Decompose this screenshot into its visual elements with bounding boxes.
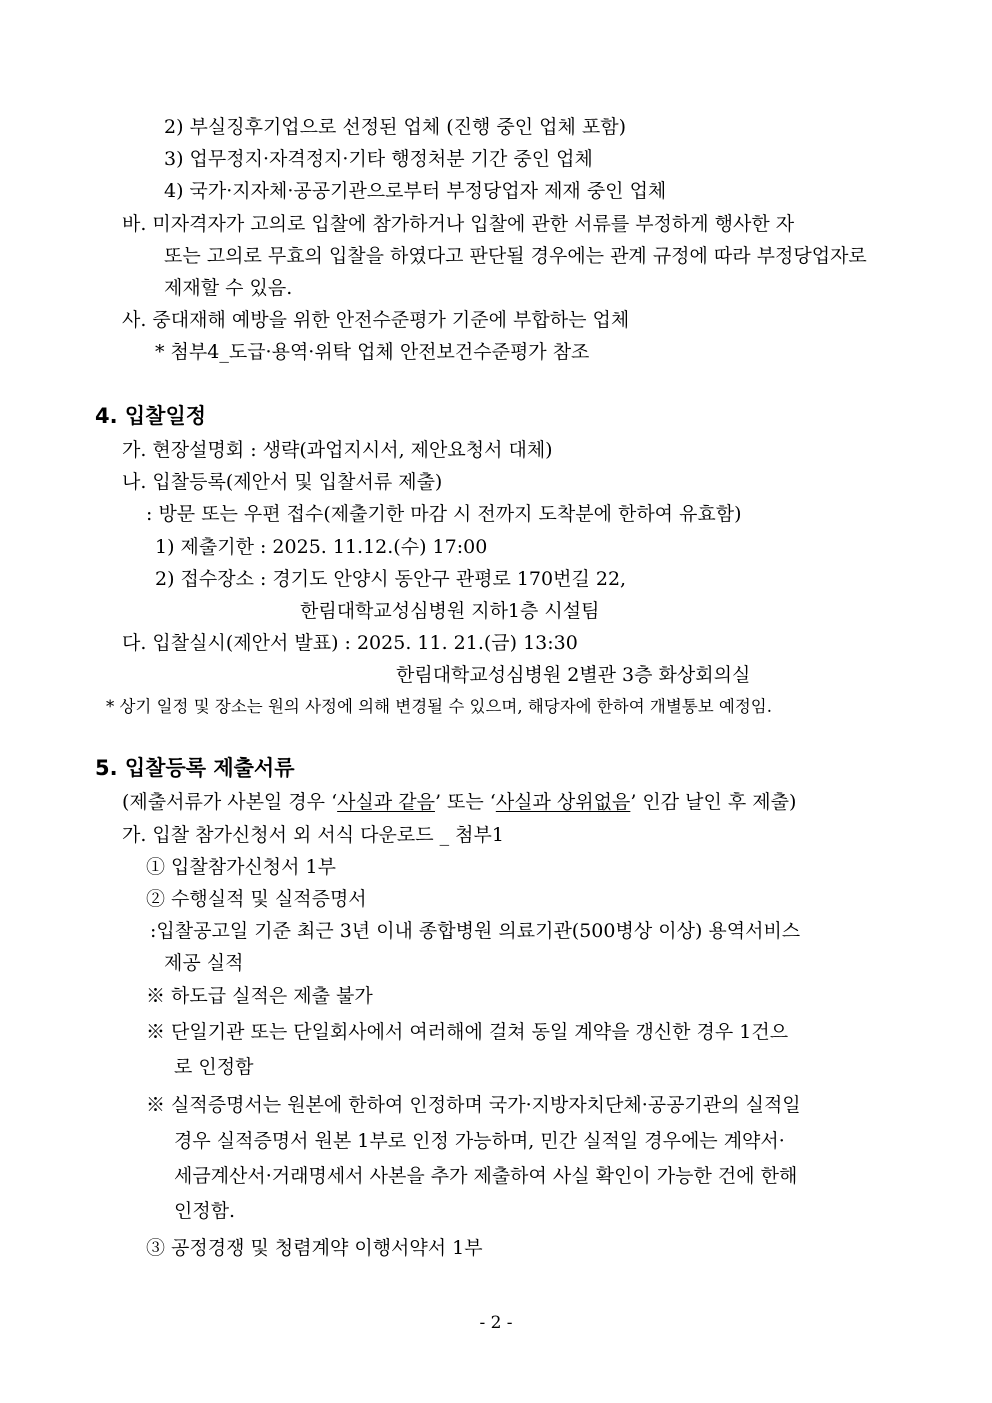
submission-note-2-line-2: 로 인정함: [174, 1056, 254, 1078]
submission-item-2-desc-line-1: :입찰공고일 기준 최근 3년 이내 종합병원 의료기관(500병상 이상) 용역서비스: [150, 920, 801, 942]
submission-note-1: ※ 하도급 실적은 제출 불가: [146, 985, 373, 1007]
submission-note-3-line-2: 경우 실적증명서 원본 1부로 인정 가능하며, 민간 실적일 경우에는 계약서·: [174, 1130, 785, 1152]
underline-sasilgwa-sangwieopseum: 사실과 상위없음: [495, 791, 631, 813]
submission-note-3-line-3: 세금계산서·거래명세서 사본을 추가 제출하여 사실 확인이 가능한 건에 한해: [174, 1165, 798, 1187]
schedule-change-notice: * 상기 일정 및 장소는 원의 사정에 의해 변경될 수 있으며, 해당자에 한하여 개별통보 예정임.: [106, 697, 772, 716]
schedule-deadline: 1) 제출기한 : 2025. 11.12.(수) 17:00: [155, 536, 488, 558]
submission-note-3-line-4: 인정함.: [174, 1200, 236, 1222]
submission-note-3-line-1: ※ 실적증명서는 원본에 한하여 인정하며 국가·지방자치단체·공공기관의 실적일: [146, 1094, 801, 1116]
schedule-place-line-1: 2) 접수장소 : 경기도 안양시 동안구 관평로 170번길 22,: [155, 568, 627, 590]
schedule-ga: 가. 현장설명회 : 생략(과업지시서, 제안요청서 대체): [122, 439, 553, 461]
schedule-na: 나. 입찰등록(제안서 및 입찰서류 제출): [122, 471, 443, 493]
clause-ba-line-1: 바. 미자격자가 고의로 입찰에 참가하거나 입찰에 관한 서류를 부정하게 행사한 자: [122, 213, 795, 235]
page-number: - 2 -: [479, 1313, 513, 1333]
schedule-place-line-2: 한림대학교성심병원 지하1층 시설팀: [300, 600, 600, 622]
schedule-da-place: 한림대학교성심병원 2별관 3층 화상회의실: [396, 664, 751, 686]
submission-item-3: ③ 공정경쟁 및 청렴계약 이행서약서 1부: [146, 1237, 483, 1259]
section-4-heading: 4. 입찰일정: [95, 404, 207, 428]
submission-item-2-desc-line-2: 제공 실적: [164, 952, 244, 974]
underline-sasilgwa-gateum: 사실과 같음: [337, 791, 435, 813]
section-5-heading: 5. 입찰등록 제출서류: [95, 756, 295, 780]
clause-sa-note: * 첨부4_도급·용역·위탁 업체 안전보건수준평가 참조: [155, 341, 590, 363]
disqualification-item-2: 2) 부실징후기업으로 선정된 업체 (진행 중인 업체 포함): [164, 116, 627, 138]
disqualification-item-4: 4) 국가·지자체·공공기관으로부터 부정당업자 제재 중인 업체: [164, 180, 667, 202]
submission-note-2-line-1: ※ 단일기관 또는 단일회사에서 여러해에 걸쳐 동일 계약을 갱신한 경우 1건으: [146, 1021, 789, 1043]
schedule-na-note: : 방문 또는 우편 접수(제출기한 마감 시 전까지 도착분에 한하여 유효함): [146, 503, 742, 525]
schedule-da: 다. 입찰실시(제안서 발표) : 2025. 11. 21.(금) 13:30: [122, 632, 578, 654]
submission-item-1: ① 입찰참가신청서 1부: [146, 856, 336, 878]
clause-ba-line-3: 제재할 수 있음.: [164, 277, 293, 299]
submission-ga: 가. 입찰 참가신청서 외 서식 다운로드 _ 첨부1: [122, 824, 504, 846]
submission-intro: (제출서류가 사본일 경우 ‘사실과 같음’ 또는 ‘사실과 상위없음’ 인감 날인 후 제출): [122, 791, 797, 813]
submission-item-2: ② 수행실적 및 실적증명서: [146, 888, 367, 910]
clause-ba-line-2: 또는 고의로 무효의 입찰을 하였다고 판단될 경우에는 관계 규정에 따라 부정당업자로: [164, 245, 867, 267]
clause-sa-line: 사. 중대재해 예방을 위한 안전수준평가 기준에 부합하는 업체: [122, 309, 630, 331]
disqualification-item-3: 3) 업무정지·자격정지·기타 행정처분 기간 중인 업체: [164, 148, 593, 170]
